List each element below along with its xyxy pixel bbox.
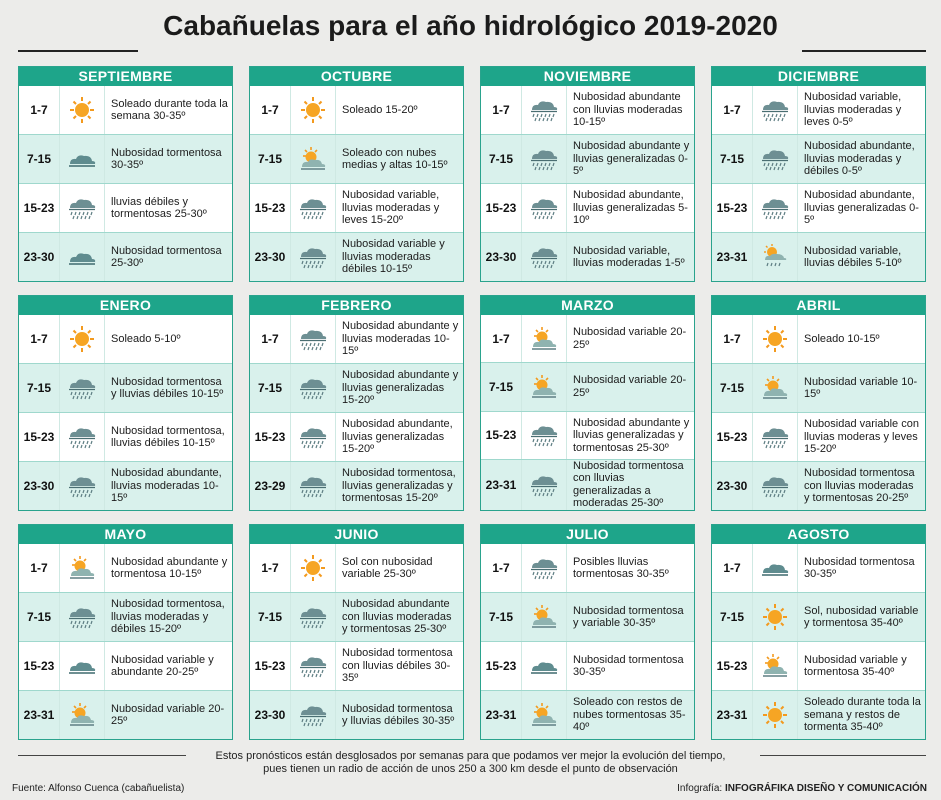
week-rows bbox=[19, 86, 232, 281]
month-panel-agosto bbox=[711, 524, 926, 740]
forecast-text: Nubosidad tormentosa 30-35º bbox=[573, 653, 684, 678]
week-rows bbox=[712, 86, 925, 281]
week-row bbox=[19, 315, 232, 363]
forecast-text: Nubosidad abundante y tormentosa 10-15º bbox=[111, 555, 228, 580]
week-row bbox=[250, 134, 463, 183]
week-range: 23-30 bbox=[254, 708, 286, 722]
week-row bbox=[19, 134, 232, 183]
week-row bbox=[712, 461, 925, 510]
week-row bbox=[712, 544, 925, 592]
week-rows bbox=[19, 315, 232, 510]
rain-cloud-icon bbox=[521, 135, 567, 183]
forecast-text: Sol con nubosidad variable 25-30º bbox=[342, 555, 433, 580]
month-header: ENERO bbox=[19, 296, 232, 315]
forecast-text: Posibles lluvias tormentosas 30-35º bbox=[573, 555, 669, 580]
week-range: 1-7 bbox=[261, 332, 279, 346]
month-panel-enero bbox=[18, 295, 233, 511]
week-row bbox=[19, 544, 232, 592]
week-row bbox=[481, 459, 694, 510]
week-range: 7-15 bbox=[257, 381, 283, 395]
month-header: AGOSTO bbox=[712, 525, 925, 544]
week-row bbox=[481, 315, 694, 362]
week-row bbox=[481, 690, 694, 739]
week-row bbox=[250, 592, 463, 641]
forecast-text: Soleado durante toda la semana y restos de tormenta 35-40º bbox=[804, 696, 921, 734]
forecast-text: Nubosidad variable 20-25º bbox=[111, 702, 225, 727]
sun-cloud-icon bbox=[521, 363, 567, 410]
storm-cloud-icon bbox=[59, 233, 105, 281]
rain-cloud-icon bbox=[290, 691, 336, 739]
forecast-text: Soleado 10-15º bbox=[804, 332, 880, 345]
week-rows bbox=[481, 544, 694, 739]
forecast-text: Nubosidad abundante, lluvias generalizadas 15-20º bbox=[342, 418, 453, 456]
month-header: MARZO bbox=[481, 296, 694, 315]
rain-cloud-icon bbox=[521, 86, 567, 134]
forecast-text: Soleado con restos de nubes tormentosas 35-40º bbox=[573, 696, 686, 734]
sun-cloud-icon bbox=[59, 544, 105, 592]
week-row bbox=[250, 315, 463, 363]
week-rows bbox=[19, 544, 232, 739]
week-row bbox=[712, 86, 925, 134]
week-row bbox=[481, 544, 694, 592]
week-row bbox=[712, 315, 925, 363]
forecast-text: Nubosidad variable 20-25º bbox=[573, 326, 687, 351]
rain-cloud-icon bbox=[290, 184, 336, 232]
week-range: 1-7 bbox=[723, 332, 741, 346]
week-rows bbox=[712, 315, 925, 510]
month-panel-noviembre bbox=[480, 66, 695, 282]
week-row bbox=[712, 641, 925, 690]
forecast-text: Nubosidad tormentosa 30-35º bbox=[111, 146, 222, 171]
month-header: MAYO bbox=[19, 525, 232, 544]
sun-icon bbox=[752, 593, 798, 641]
week-range: 23-31 bbox=[716, 708, 748, 722]
month-panel-mayo bbox=[18, 524, 233, 740]
week-range: 23-30 bbox=[485, 250, 517, 264]
week-range: 23-31 bbox=[485, 477, 517, 492]
week-row bbox=[481, 362, 694, 410]
week-range: 15-23 bbox=[485, 428, 517, 443]
week-row bbox=[250, 544, 463, 592]
forecast-text: Nubosidad abundante, lluvias moderadas 10-15º bbox=[111, 467, 222, 505]
rain-cloud-icon bbox=[752, 135, 798, 183]
month-panel-octubre bbox=[249, 66, 464, 282]
week-row bbox=[481, 232, 694, 281]
forecast-text: Nubosidad variable y tormentosa 35-40º bbox=[804, 653, 907, 678]
forecast-text: Soleado con nubes medias y altas 10-15º bbox=[342, 146, 448, 171]
week-range: 23-30 bbox=[716, 479, 748, 493]
week-row bbox=[481, 592, 694, 641]
months-grid bbox=[18, 66, 926, 740]
week-range: 1-7 bbox=[492, 331, 510, 346]
month-header: FEBRERO bbox=[250, 296, 463, 315]
week-row bbox=[19, 183, 232, 232]
week-range: 1-7 bbox=[492, 561, 510, 575]
rain-cloud-icon bbox=[59, 413, 105, 461]
month-panel-abril bbox=[711, 295, 926, 511]
forecast-text: Nubosidad variable, lluvias moderadas y leves 15-20º bbox=[342, 189, 440, 227]
week-rows bbox=[712, 544, 925, 739]
week-range: 1-7 bbox=[492, 103, 510, 117]
week-row bbox=[481, 641, 694, 690]
month-header: OCTUBRE bbox=[250, 67, 463, 86]
week-range: 15-23 bbox=[254, 659, 286, 673]
forecast-text: Soleado 15-20º bbox=[342, 103, 418, 116]
forecast-text: Nubosidad variable, lluvias moderadas y leves 0-5º bbox=[804, 91, 902, 129]
rain-cloud-icon bbox=[290, 413, 336, 461]
rain-cloud-icon bbox=[521, 460, 567, 510]
week-range: 15-23 bbox=[23, 659, 55, 673]
week-row bbox=[250, 461, 463, 510]
sun-cloud-icon bbox=[59, 691, 105, 739]
title-rule-left bbox=[18, 50, 138, 52]
rain-cloud-icon bbox=[290, 315, 336, 363]
week-row bbox=[19, 641, 232, 690]
week-range: 1-7 bbox=[30, 103, 48, 117]
forecast-text: Nubosidad variable, lluvias moderadas 1-5º bbox=[573, 244, 685, 269]
week-row bbox=[712, 363, 925, 412]
month-panel-febrero bbox=[249, 295, 464, 511]
month-header: DICIEMBRE bbox=[712, 67, 925, 86]
footnote bbox=[0, 750, 941, 776]
forecast-text: Nubosidad variable con lluvias moderas y leves 15-20º bbox=[804, 418, 919, 456]
rain-cloud-icon bbox=[59, 364, 105, 412]
sun-cloud-icon bbox=[752, 364, 798, 412]
sun-icon bbox=[752, 315, 798, 363]
month-panel-septiembre bbox=[18, 66, 233, 282]
week-row bbox=[19, 461, 232, 510]
rain-cloud-icon bbox=[290, 233, 336, 281]
forecast-text: Nubosidad variable 10-15º bbox=[804, 375, 918, 400]
forecast-text: Nubosidad tormentosa y lluvias débiles 30-35º bbox=[342, 702, 455, 727]
week-range: 7-15 bbox=[26, 381, 52, 395]
rain-cloud-icon bbox=[752, 462, 798, 510]
sun-cloud-icon bbox=[752, 642, 798, 690]
credit-prefix: Infografía: bbox=[677, 783, 723, 794]
week-range: 23-30 bbox=[23, 250, 55, 264]
sun-icon bbox=[290, 86, 336, 134]
rain-cloud-icon bbox=[290, 642, 336, 690]
forecast-text: Nubosidad abundante y lluvias generalizadas 15-20º bbox=[342, 369, 459, 407]
storm-cloud-icon bbox=[752, 544, 798, 592]
forecast-text: Nubosidad abundante, lluvias generalizadas 0-5º bbox=[804, 189, 919, 227]
sun-cloud-icon bbox=[521, 691, 567, 739]
rain-cloud-icon bbox=[59, 593, 105, 641]
week-row bbox=[250, 412, 463, 461]
week-range: 7-15 bbox=[488, 610, 514, 624]
forecast-text: Nubosidad tormentosa y variable 30-35º bbox=[573, 604, 684, 629]
forecast-text: Nubosidad abundante, lluvias generalizadas 5-10º bbox=[573, 189, 688, 227]
month-panel-marzo bbox=[480, 295, 695, 511]
forecast-text: Nubosidad abundante y lluvias moderadas 10-15º bbox=[342, 320, 459, 358]
week-rows bbox=[481, 86, 694, 281]
week-row bbox=[250, 86, 463, 134]
week-range: 15-23 bbox=[716, 201, 748, 215]
week-row bbox=[481, 86, 694, 134]
week-range: 23-30 bbox=[23, 479, 55, 493]
forecast-text: Nubosidad variable y abundante 20-25º bbox=[111, 653, 214, 678]
week-range: 1-7 bbox=[723, 561, 741, 575]
rain-cloud-icon bbox=[752, 184, 798, 232]
footnote-line-1: Estos pronósticos están desglosados por semanas para que podamos ver mejor la evolución del tiempo, bbox=[215, 750, 726, 762]
week-row bbox=[712, 412, 925, 461]
forecast-text: Soleado 5-10º bbox=[111, 332, 181, 345]
forecast-text: Nubosidad tormentosa con lluvias generalizadas a moderadas 25-30º bbox=[573, 459, 684, 510]
week-range: 15-23 bbox=[485, 659, 517, 673]
week-row bbox=[19, 592, 232, 641]
sun-icon bbox=[59, 86, 105, 134]
week-range: 7-15 bbox=[719, 152, 745, 166]
week-row bbox=[19, 690, 232, 739]
week-range: 1-7 bbox=[723, 103, 741, 117]
forecast-text: Nubosidad tormentosa, lluvias débiles 10-15º bbox=[111, 424, 225, 449]
week-range: 7-15 bbox=[488, 379, 514, 394]
rain-cloud-icon bbox=[752, 86, 798, 134]
week-range: 15-23 bbox=[23, 201, 55, 215]
rain-cloud-icon bbox=[521, 233, 567, 281]
week-row bbox=[250, 363, 463, 412]
forecast-text: Nubosidad tormentosa 25-30º bbox=[111, 244, 222, 269]
week-row bbox=[481, 134, 694, 183]
week-row bbox=[250, 690, 463, 739]
sun-icon bbox=[752, 691, 798, 739]
month-header: ABRIL bbox=[712, 296, 925, 315]
week-rows bbox=[481, 315, 694, 510]
week-row bbox=[712, 183, 925, 232]
week-range: 7-15 bbox=[26, 152, 52, 166]
week-row bbox=[250, 183, 463, 232]
forecast-text: Nubosidad abundante con lluvias moderadas 10-15º bbox=[573, 91, 683, 129]
infographic-credit bbox=[677, 783, 927, 794]
week-range: 23-31 bbox=[485, 708, 517, 722]
week-range: 23-30 bbox=[254, 250, 286, 264]
week-row bbox=[712, 134, 925, 183]
sun-icon bbox=[290, 544, 336, 592]
forecast-text: Nubosidad variable, lluvias débiles 5-10º bbox=[804, 244, 902, 269]
title-rule-right bbox=[802, 50, 926, 52]
forecast-text: Nubosidad tormentosa, lluvias generalizadas y tormentosas 15-20º bbox=[342, 467, 456, 505]
week-row bbox=[712, 232, 925, 281]
sun-rain-icon bbox=[752, 233, 798, 281]
rain-cloud-icon bbox=[521, 184, 567, 232]
week-rows bbox=[250, 86, 463, 281]
week-range: 1-7 bbox=[30, 561, 48, 575]
sun-cloud-icon bbox=[521, 593, 567, 641]
forecast-text: Nubosidad tormentosa con lluvias débiles 30-35º bbox=[342, 647, 453, 685]
month-header: JUNIO bbox=[250, 525, 463, 544]
source-credit: Fuente: Alfonso Cuenca (cabañuelista) bbox=[12, 783, 185, 794]
forecast-text: Nubosidad tormentosa y lluvias débiles 10-15º bbox=[111, 375, 224, 400]
week-row bbox=[712, 690, 925, 739]
week-range: 1-7 bbox=[261, 561, 279, 575]
forecast-text: Nubosidad abundante con lluvias moderadas y tormentosas 25-30º bbox=[342, 598, 452, 636]
week-range: 15-23 bbox=[716, 430, 748, 444]
week-range: 1-7 bbox=[261, 103, 279, 117]
week-row bbox=[481, 183, 694, 232]
forecast-text: Nubosidad tormentosa 30-35º bbox=[804, 555, 915, 580]
month-header: SEPTIEMBRE bbox=[19, 67, 232, 86]
week-range: 23-29 bbox=[254, 479, 286, 493]
week-range: 23-31 bbox=[716, 250, 748, 264]
forecast-text: Soleado durante toda la semana 30-35º bbox=[111, 97, 228, 122]
storm-cloud-icon bbox=[59, 642, 105, 690]
storm-cloud-icon bbox=[59, 135, 105, 183]
rain-cloud-icon bbox=[752, 413, 798, 461]
rain-cloud-icon bbox=[521, 412, 567, 459]
week-range: 7-15 bbox=[257, 152, 283, 166]
forecast-text: lluvias débiles y tormentosas 25-30º bbox=[111, 195, 207, 220]
storm-cloud-icon bbox=[521, 642, 567, 690]
month-header: JULIO bbox=[481, 525, 694, 544]
week-row bbox=[250, 641, 463, 690]
rain-cloud-icon bbox=[290, 364, 336, 412]
forecast-text: Nubosidad abundante y lluvias generalizadas 0-5º bbox=[573, 140, 690, 178]
week-row bbox=[19, 86, 232, 134]
week-range: 15-23 bbox=[485, 201, 517, 215]
week-rows bbox=[250, 544, 463, 739]
week-row bbox=[481, 411, 694, 459]
month-panel-junio bbox=[249, 524, 464, 740]
rain-cloud-icon bbox=[521, 544, 567, 592]
week-range: 1-7 bbox=[30, 332, 48, 346]
credit-name: INFOGRÁFIKA DISEÑO Y COMUNICACIÓN bbox=[724, 783, 927, 794]
week-range: 15-23 bbox=[254, 201, 286, 215]
rain-cloud-icon bbox=[290, 593, 336, 641]
week-row bbox=[19, 412, 232, 461]
forecast-text: Nubosidad abundante, lluvias moderadas y débiles 0-5º bbox=[804, 140, 915, 178]
forecast-text: Nubosidad tormentosa con lluvias moderadas y tormentosas 20-25º bbox=[804, 467, 915, 505]
week-range: 7-15 bbox=[257, 610, 283, 624]
week-range: 23-31 bbox=[23, 708, 55, 722]
rain-cloud-icon bbox=[59, 184, 105, 232]
rain-cloud-icon bbox=[290, 462, 336, 510]
week-row bbox=[19, 363, 232, 412]
month-header: NOVIEMBRE bbox=[481, 67, 694, 86]
sun-icon bbox=[59, 315, 105, 363]
footnote-line-2: pues tienen un radio de acción de unos 250 a 300 km desde el punto de observación bbox=[263, 763, 678, 775]
sun-cloud-icon bbox=[521, 315, 567, 362]
week-range: 7-15 bbox=[719, 610, 745, 624]
week-row bbox=[712, 592, 925, 641]
sun-cloud-icon bbox=[290, 135, 336, 183]
month-panel-diciembre bbox=[711, 66, 926, 282]
month-panel-julio bbox=[480, 524, 695, 740]
forecast-text: Nubosidad abundante y lluvias generalizadas y tormentosas 25-30º bbox=[573, 416, 690, 454]
week-range: 15-23 bbox=[254, 430, 286, 444]
week-range: 7-15 bbox=[26, 610, 52, 624]
forecast-text: Nubosidad variable 20-25º bbox=[573, 374, 687, 399]
page-title: Cabañuelas para el año hidrológico 2019-2020 bbox=[163, 10, 778, 41]
week-rows bbox=[250, 315, 463, 510]
week-range: 15-23 bbox=[23, 430, 55, 444]
rain-cloud-icon bbox=[59, 462, 105, 510]
week-row bbox=[19, 232, 232, 281]
forecast-text: Nubosidad variable y lluvias moderadas débiles 10-15º bbox=[342, 238, 445, 276]
week-row bbox=[250, 232, 463, 281]
forecast-text: Nubosidad tormentosa, lluvias moderadas y débiles 15-20º bbox=[111, 598, 225, 636]
week-range: 15-23 bbox=[716, 659, 748, 673]
forecast-text: Sol, nubosidad variable y tormentosa 35-40º bbox=[804, 604, 919, 629]
week-range: 7-15 bbox=[488, 152, 514, 166]
week-range: 7-15 bbox=[719, 381, 745, 395]
